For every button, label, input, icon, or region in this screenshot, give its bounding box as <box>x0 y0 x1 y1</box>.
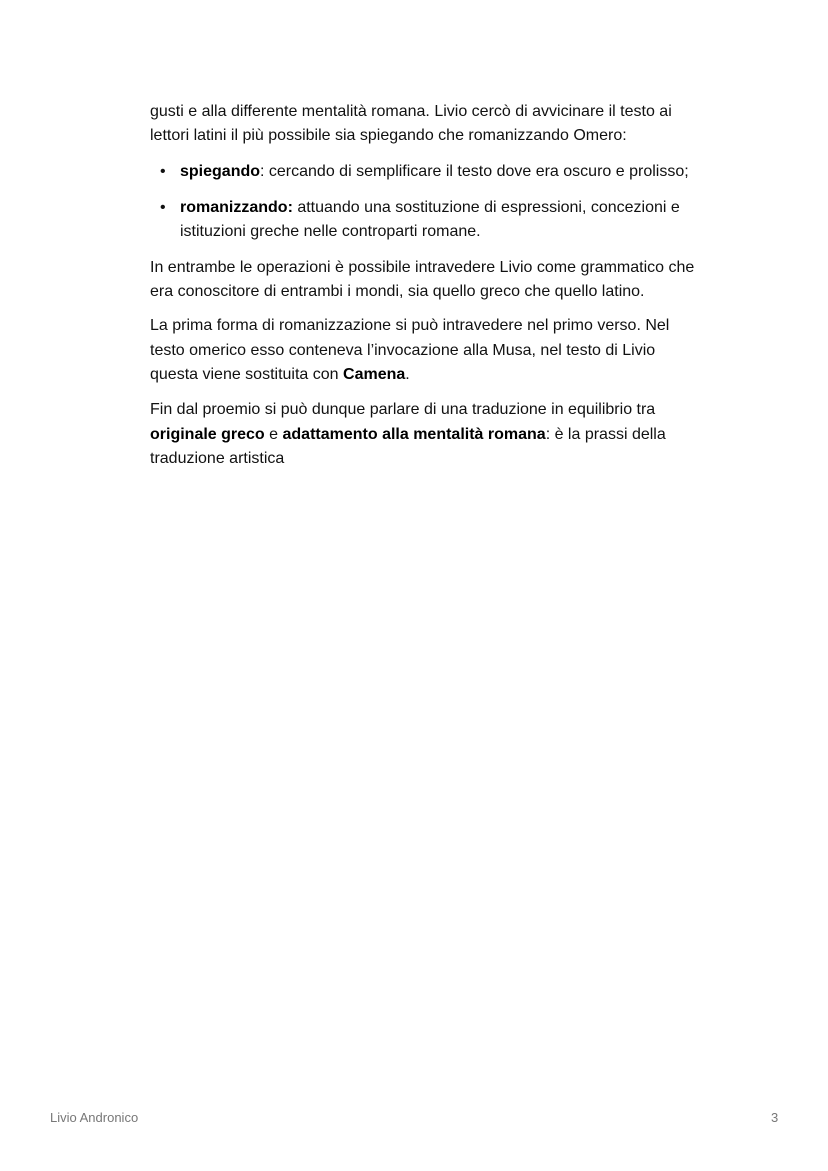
list-item-line <box>180 220 481 244</box>
bold-text: Camena <box>343 366 406 383</box>
bold-text: originale greco <box>150 426 265 443</box>
text: era conoscitore di entrambi i mondi, sia quello greco che quello latino. <box>150 283 645 300</box>
text: testo omerico esso conteneva l’invocazione alla Musa, nel testo di Livio <box>150 342 656 359</box>
text: : è la prassi della <box>545 426 666 443</box>
text: istituzioni greche nelle controparti romane. <box>180 223 481 240</box>
paragraph-line <box>150 314 669 338</box>
text: gusti e alla differente mentalità romana. Livio cercò di avvicinare il testo ai <box>150 103 672 120</box>
paragraph-line <box>150 339 655 363</box>
page-number: 3 <box>771 1110 779 1125</box>
text: In entrambe le operazioni è possibile intravedere Livio come grammatico che <box>150 259 695 276</box>
text: : cercando di semplificare il testo dove era oscuro e prolisso; <box>260 163 689 180</box>
text: Fin dal proemio si può dunque parlare di una traduzione in equilibrio tra <box>150 401 656 418</box>
list-item-line <box>180 160 689 184</box>
bold-text: romanizzando: <box>180 199 293 216</box>
text: e <box>264 426 283 443</box>
bullet-icon: • <box>160 199 166 216</box>
text: . <box>405 366 410 383</box>
paragraph-line <box>150 363 410 387</box>
bullet-icon: • <box>160 163 166 180</box>
list-item-line <box>180 196 680 220</box>
paragraph-line <box>150 256 694 280</box>
bold-text: spiegando <box>180 163 261 180</box>
paragraph-line <box>150 100 672 124</box>
text: questa viene sostituita con <box>150 366 344 383</box>
paragraph-line <box>150 398 655 422</box>
paragraph-line <box>150 280 645 304</box>
paragraph-line <box>150 447 284 471</box>
footer-title: Livio Andronico <box>50 1110 139 1125</box>
paragraph-line <box>150 124 627 148</box>
text: lettori latini il più possibile sia spiegando che romanizzando Omero: <box>150 127 627 144</box>
text: traduzione artistica <box>150 450 285 467</box>
bold-text: adattamento alla mentalità romana <box>282 426 546 443</box>
text: La prima forma di romanizzazione si può intravedere nel primo verso. Nel <box>150 317 670 334</box>
paragraph-line <box>150 423 666 447</box>
text: attuando una sostituzione di espressioni, concezioni e <box>292 199 680 216</box>
